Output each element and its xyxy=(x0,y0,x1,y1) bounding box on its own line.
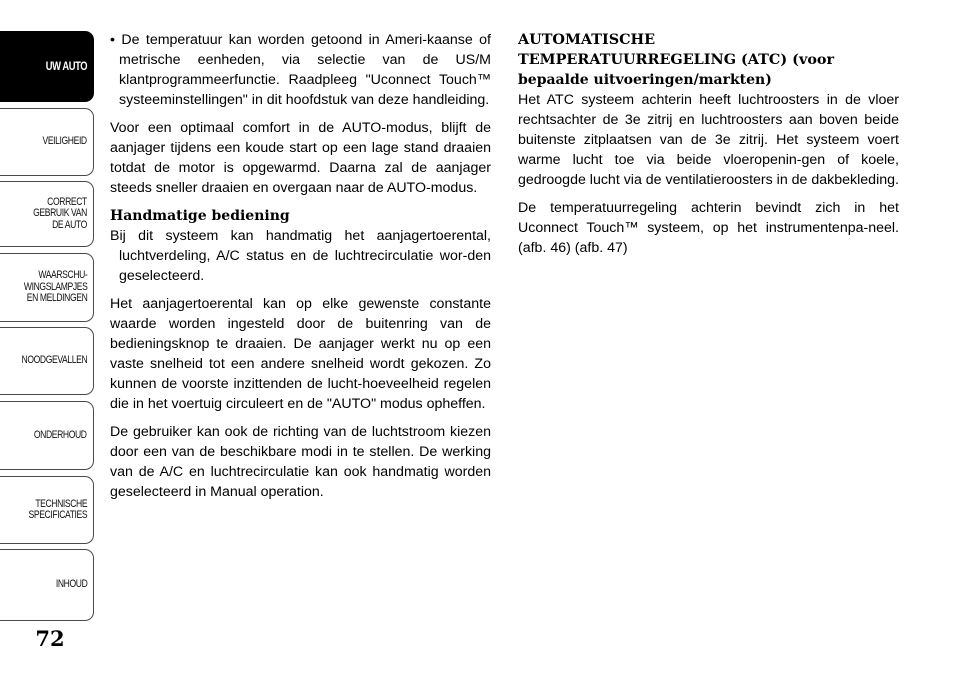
airflow-direction-paragraph: De gebruiker kan ook de richting van de luchtstroom kiezen door een van de beschikbare modi in te stellen. De werking van de A/C en luchtrecirculatie kan ook handmatig worden geselecteerd in Manual operation. xyxy=(110,424,491,500)
auto-mode-paragraph: Voor een optimaal comfort in de AUTO-modus, blijft de aanjager tijdens een koude start op een lage stand draaien totdat de motor is opgewarmd. Daarna zal de aanjager steeds sneller draaien en overgaan naar de AUTO-modus. xyxy=(110,120,491,196)
right-column xyxy=(518,30,899,266)
tab-noodgevallen-label: NOODGEVALLEN xyxy=(21,354,87,367)
manual-operation-heading: Handmatige bediening xyxy=(110,208,290,224)
tab-waarschuwingslampjes-label: WAARSCHU- WINGSLAMPJES EN MELDINGEN xyxy=(23,269,87,305)
tab-noodgevallen[interactable] xyxy=(0,327,94,395)
page-number: 72 xyxy=(35,626,65,651)
manual-intro-paragraph: Bij dit systeem kan handmatig het aanjagertoerental, luchtverdeling, A/C status en de luchtrecirculatie wor-den geselecteerd. xyxy=(110,228,491,284)
tab-inhoud[interactable] xyxy=(0,549,94,621)
tab-onderhoud-label: ONDERHOUD xyxy=(34,428,87,441)
blower-speed-paragraph: Het aanjagertoerental kan op elke gewenste constante waarde worden ingesteld door de buitenring van de bedieningsknop te draaien. De aanjager werkt nu op een vaste snelheid tot een andere snelheid wordt gekozen. Zo kunnen de voorste inzittenden de lucht-hoeveelheid regelen die in het voertuig circuleert en de "AUTO" modus opheffen. xyxy=(110,296,491,412)
temperature-units-bullet: • De temperatuur kan worden getoond in Ameri-kaanse of metrische eenheden, via selectie van de US/M klantprogrammeerfunctie. Raadpleeg "Uconnect Touch™ systeeminstellingen" in dit hoofdstuk van deze handleiding. xyxy=(110,32,491,108)
tab-uw-auto-label: UW AUTO xyxy=(45,58,87,73)
tab-uw-auto[interactable] xyxy=(0,31,94,102)
atc-heading-line-1: AUTOMATISCHE xyxy=(518,31,656,48)
tab-onderhoud[interactable] xyxy=(0,401,94,470)
tab-waarschuwingslampjes[interactable] xyxy=(0,253,94,322)
tab-inhoud-label: INHOUD xyxy=(55,578,87,591)
rear-control-location-paragraph: De temperatuurregeling achterin bevindt zich in het Uconnect Touch™ systeem, op het instrumentenpa-neel. (afb. 46) (afb. 47) xyxy=(518,200,899,256)
tab-correct-gebruik[interactable] xyxy=(0,181,94,247)
tab-correct-gebruik-label: CORRECT GEBRUIK VAN DE AUTO xyxy=(33,195,87,231)
tab-veiligheid-label: VEILIGHEID xyxy=(42,135,87,148)
atc-heading-line-3: bepaalde uitvoeringen/markten) xyxy=(518,72,772,88)
left-column xyxy=(110,30,491,510)
tab-veiligheid[interactable] xyxy=(0,108,94,176)
chapter-tabs xyxy=(0,0,100,678)
tab-technische-specificaties-label: TECHNISCHE SPECIFICATIES xyxy=(28,497,87,521)
atc-heading-line-2: TEMPERATUURREGELING (ATC) (voor xyxy=(518,51,835,68)
tab-technische-specificaties[interactable] xyxy=(0,476,94,544)
atc-description-paragraph: Het ATC systeem achterin heeft luchtroosters in de vloer rechtsachter de 3e zitrij en luchtroosters aan boven beide buitenste zitplaatsen van de 3e zitrij. Het systeem voert warme lucht toe via beide vloeropenin-gen of koele, gedroogde lucht via de ventilatieroosters in de dakbekleding. xyxy=(518,92,899,188)
